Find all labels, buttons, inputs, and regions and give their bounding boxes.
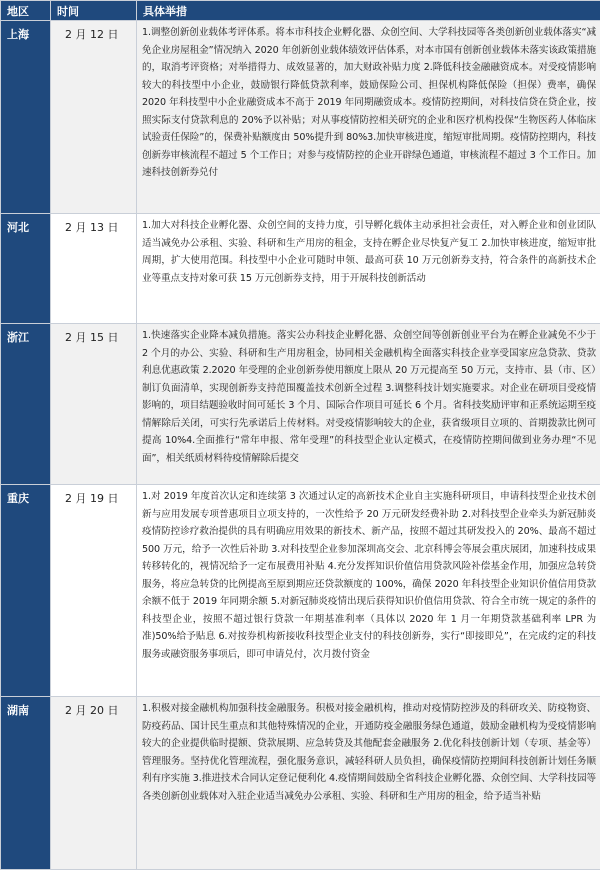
detail-cell [137,697,600,870]
date-cell: 2 月 20 日 [51,697,137,870]
date-cell: 2 月 15 日 [51,324,137,485]
table-row-shanghai [1,21,600,214]
region-cell: 上海 [1,21,51,214]
header-detail: 具体举措 [137,1,600,21]
detail-cell [137,485,600,697]
header-region: 地区 [1,1,51,21]
table-row-zhejiang [1,324,600,485]
region-cell: 重庆 [1,485,51,697]
date-cell: 2 月 12 日 [51,21,137,214]
detail-cell [137,21,600,214]
table-row-hunan [1,697,600,870]
detail-text: 1.积极对接金融机构加强科技金融服务。积极对接金融机构，推动对疫情防控涉及的科研攻关、防疫物资、防疫药品、国计民生重点和其他特殊情况的企业，开通防疫金融服务绿色通道，鼓励金融机构为受疫情影响较大的企业提供临时提额、贷款展期、应急转贷及其他配套金融服务 2.优化科技创新计划（专项、基金等）管理服务。坚持优化管理流程，强化服务意识，减轻科研人员负担，确保疫情防控期间科技创新计划任务顺利有序实施 3.推进技术合同认定登记便利化 4.疫情期间鼓励全省科技企业孵化器、众创空间、大学科技园等各类创新创业载体对入驻企业适当减免办公承租、实验、科研和生产用房的租金，给予适当补贴 [142,700,596,805]
date-cell: 2 月 13 日 [51,214,137,324]
header-date: 时间 [51,1,137,21]
detail-text: 1.快速落实企业降本减负措施。落实公办科技企业孵化器、众创空间等创新创业平台为在孵企业减免不少于 2 个月的办公、实验、科研和生产用房租金，协同相关金融机构全面落实科技企业享受国家应急贷款、贷款利息优惠政策 2.2020 年受理的企业创新券使用额度上限从 20 万元提高至 50 万元，支持市、县（市、区）制订负面清单，实现创新券支持范围覆盖技术创新全过程 3.调整科技计划实施要求。对企业在研项目受疫情影响的，项目结题验收时间可延长 3 个月、国际合作项目可延长 6 个月。省科技奖励评审和正系统运期至疫情解除后关闭，可实行先承诺后上传材料。对受疫情影响较大的企业，获省级项目立项的、首期拨款比例可提高 10%4.全面推行“常年申报、常年受理”的科技型企业认定模式，在疫情防控期间做到业务办理“不见面”，相关纸质材料待疫情解除后提交 [142,327,596,467]
date-cell: 2 月 19 日 [51,485,137,697]
table-row-hebei [1,214,600,324]
region-cell: 湖南 [1,697,51,870]
region-cell: 河北 [1,214,51,324]
detail-cell [137,324,600,485]
table-row-chongqing [1,485,600,697]
detail-cell [137,214,600,324]
detail-text: 1.对 2019 年度首次认定和连续第 3 次通过认定的高新技术企业自主实施科研项目，申请科技型企业技术创新与应用发展专项普惠项目立项支持的，一次性给予 20 万元研发经费补助 2.对科技型企业牵头为新冠肺炎疫情防控诊疗救治提供的具有明确应用效果的新技术、新产品，按照不超过其研发投入的 20%、最高不超过 500 万元，给予一次性后补助 3.对科技型企业参加深圳高交会、北京科博会等展会重庆展团，加速科技成果转移转化的，视情况给予一定布展费用补贴 4.充分发挥知识价值信用贷款风险补偿基金作用，加强应急转贷服务，将应急转贷的比例提高至原到期应还贷款额度的 100%，确保 2020 年科技型企业知识价值信用贷款余额不低于 2019 年同期余额 5.对新冠肺炎疫情出现后获得知识价值信用贷款、符合全市统一规定的条件的科技型企业，按照不超过银行贷款一年期基准利率（具体以 2020 年 1 月一年期贷款基础利率 LPR 为准)50%给予贴息 6.对按券机构新接收科技型企业支付的科技创新券，实行“即接即兑”，在完成约定的科技服务或融资服务事项后，即可申请兑付，次月拨付资金 [142,488,596,663]
detail-text: 1.调整创新创业载体考评体系。将本市科技企业孵化器、众创空间、大学科技园等各类创新创业载体落实“减免企业房屋租金”情况纳入 2020 年创新创业载体绩效评估体系，对本市国有创新创业载体未落实该政策措施的，取消考评资格；对举措得力、成效显著的，加大财政补贴力度 2.降低科技金融融资成本。对受疫情影响较大的科技型中小企业，鼓励银行降低贷款利率，鼓励保险公司、担保机构降低保险（担保）费率，确保 2020 年科技型中小企业融资成本不高于 2019 年同期融资成本。疫情防控期间，对科技信贷在贷企业，按照实际支付贷款利息的 20%予以补贴；对从事疫情防控相关研究的企业和医疗机构投保“生物医药人体临床试验责任保险”的，保费补贴额度由 50%提升到 80%3.加快审核进度，缩短审批周期。疫情防控期内，科技创新券审核流程不超过 5 个工作日；对参与疫情防控的企业开辟绿色通道，审核流程不超过 3 个工作日。加速科技创新券兑付 [142,24,596,182]
table-header-row [1,1,600,21]
region-cell: 浙江 [1,324,51,485]
detail-text: 1.加大对科技企业孵化器、众创空间的支持力度，引导孵化载体主动承担社会责任，对入孵企业和创业团队适当减免办公承租、实验、科研和生产用房的租金，支持在孵企业尽快复产复工 2.加快审核进度，缩短审批周期，扩大使用范围。科技型中小企业可随时申领、最高可获 10 万元创新券支持，符合条件的高新技术企业等重点支持对象可获 15 万元创新券支持，用于开展科技创新活动 [142,217,596,287]
